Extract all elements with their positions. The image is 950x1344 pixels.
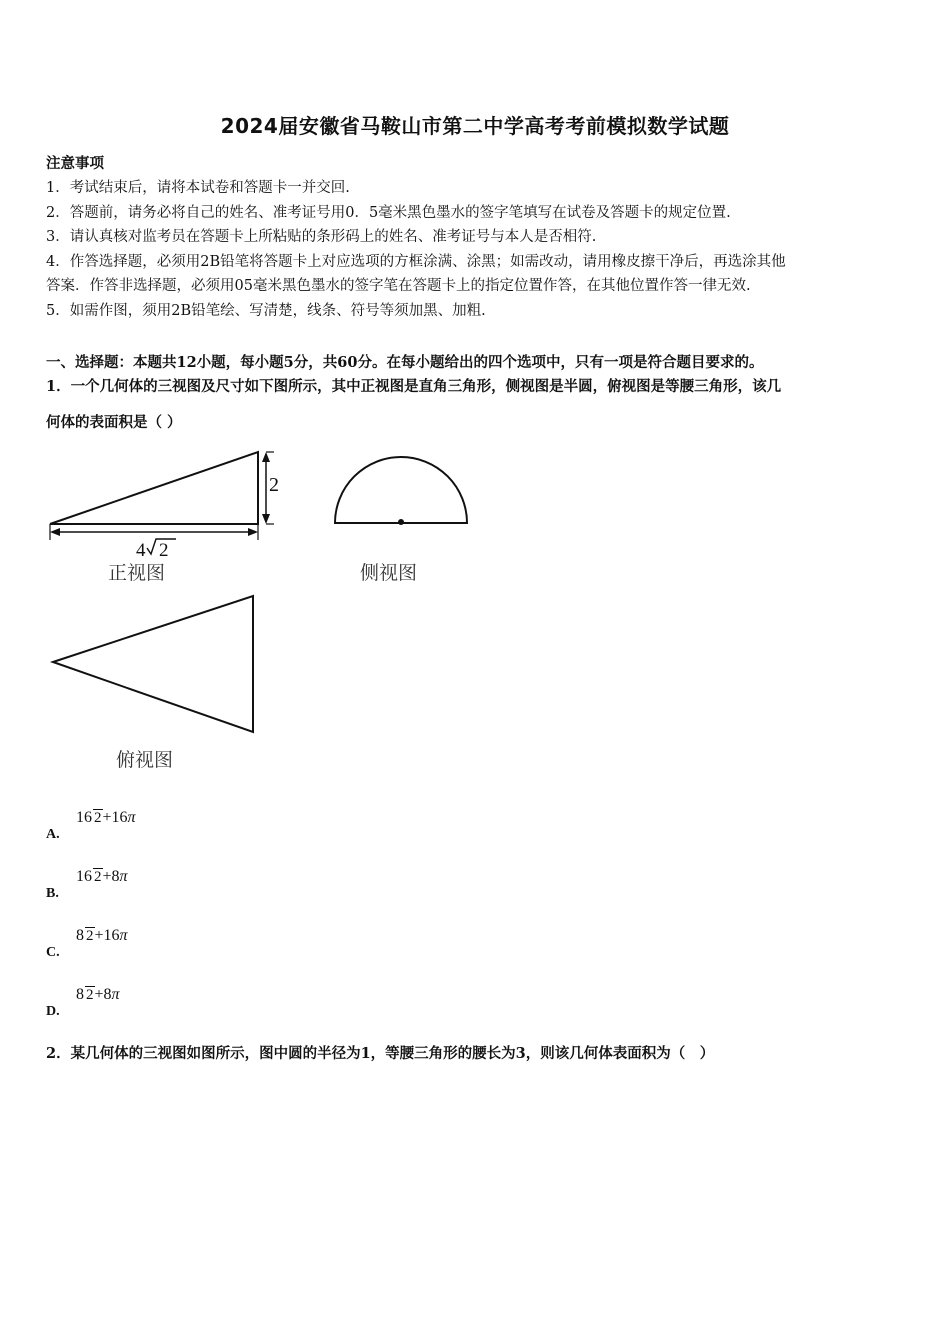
width-coefficient: 4: [136, 540, 146, 561]
top-view-label: 俯视图: [116, 749, 174, 771]
question-2: 2．某几何体的三视图如图所示，图中圆的半径为1，等腰三角形的腰长为3，则该几何体表面积为（ ）: [46, 1045, 715, 1062]
page-title: 2024届安徽省马鞍山市第二中学高考考前模拟数学试题: [220, 114, 730, 138]
option-expression: 8 2+16π: [76, 927, 128, 944]
option-label: B.: [46, 886, 59, 901]
question-1: [46, 375, 906, 432]
side-view-label: 侧视图: [360, 562, 418, 584]
option-label: A.: [46, 827, 60, 842]
three-view-figure: [40, 440, 500, 780]
question-1-text-line1: 1．一个几何体的三视图及尺寸如下图所示，其中正视图是直角三角形，侧视图是半圆，俯视图是等腰三角形，该几: [46, 378, 782, 395]
front-view-label: 正视图: [108, 562, 166, 584]
front-view: [50, 452, 274, 540]
notice-list: [46, 176, 906, 323]
top-view: [53, 596, 253, 732]
option-label: C.: [46, 945, 60, 960]
width-dimension-label: [136, 539, 176, 561]
side-view: [335, 457, 467, 525]
question-1-text-line2: 何体的表面积是（ ）: [46, 414, 182, 431]
option-expression: 8 2+8π: [76, 986, 120, 1003]
notice-heading: 注意事项: [46, 155, 104, 172]
notice-item: 4．作答选择题，必须用2B铅笔将答题卡上对应选项的方框涂满、涂黑；如需改动，请用橡皮擦干净后，再选涂其他: [46, 253, 786, 270]
notice-item: 3．请认真核对监考员在答题卡上所粘贴的条形码上的姓名、准考证号与本人是否相符.: [46, 229, 597, 245]
width-radicand: 2: [159, 540, 169, 561]
option-expression: 16 2+8π: [76, 868, 128, 885]
option-label: D.: [46, 1004, 60, 1019]
height-dimension-label: 2: [269, 474, 279, 496]
option-expression: 16 2+16π: [76, 809, 136, 826]
notice-item: 答案．作答非选择题，必须用05毫米黑色墨水的签字笔在答题卡上的指定位置作答，在其他位置作答一律无效.: [46, 278, 751, 294]
notice-item: 1．考试结束后，请将本试卷和答题卡一并交回.: [46, 180, 350, 196]
notice-item: 5．如需作图，须用2B铅笔绘、写清楚，线条、符号等须加黑、加粗.: [46, 302, 486, 319]
notice-item: 2．答题前，请务必将自己的姓名、准考证号用0．5毫米黑色墨水的签字笔填写在试卷及答题卡的规定位置.: [46, 204, 731, 221]
section-heading: 一、选择题：本题共12小题，每小题5分，共60分。在每小题给出的四个选项中，只有一项是符合题目要求的。: [46, 354, 764, 371]
